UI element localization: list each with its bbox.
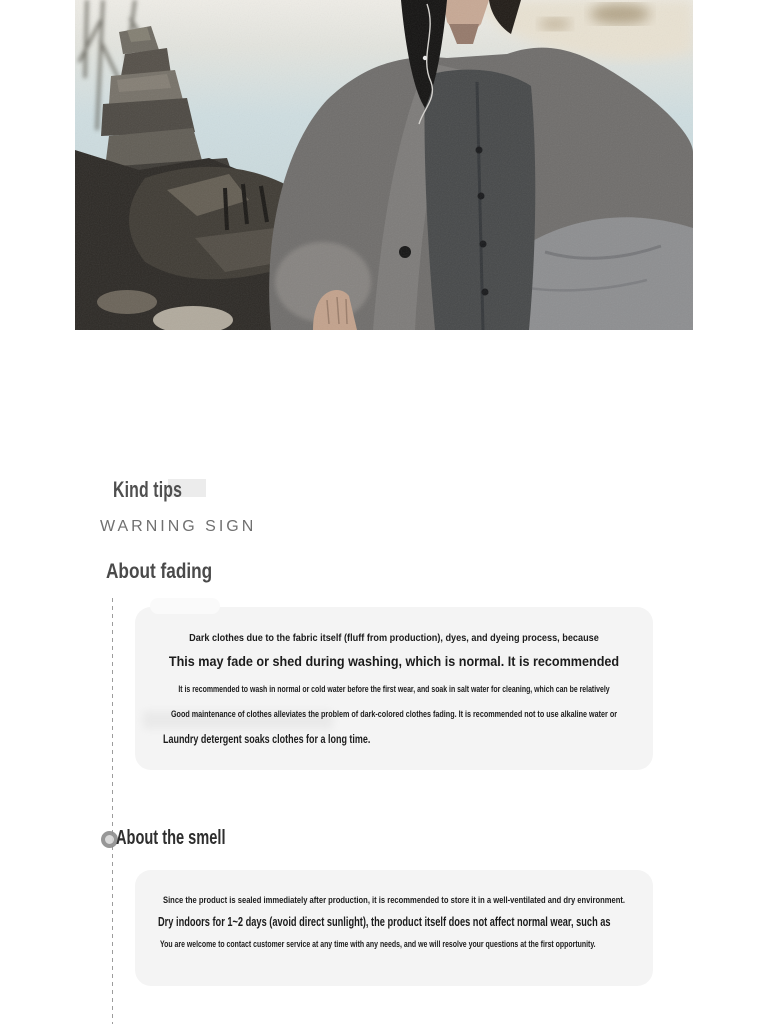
tip-line: Dry indoors for 1~2 days (avoid direct sunlight), the product itself does not affect normal wear, such as xyxy=(158,915,611,929)
tip-card-smell xyxy=(135,870,653,986)
photo-grain xyxy=(75,0,693,330)
tip-line: Since the product is sealed immediately after production, it is recommended to store it in a well-ventilated and dry environment. xyxy=(162,895,626,906)
model-photo xyxy=(75,0,693,330)
section-heading-smell: About the smell xyxy=(116,827,226,849)
tip-line: It is recommended to wash in normal or cold water before the first wear, and soak in salt water for cleaning, which can be relatively xyxy=(178,684,610,694)
tip-line: Laundry detergent soaks clothes for a long time. xyxy=(163,734,371,746)
timeline-dashed-line xyxy=(112,598,113,1024)
tip-card-fading xyxy=(135,607,653,770)
tip-line: Good maintenance of clothes alleviates the problem of dark-colored clothes fading. It is recommended not to use alkaline water or xyxy=(170,709,618,719)
card-ghost-pill xyxy=(150,598,220,614)
tip-line: Dark clothes due to the fabric itself (fluff from production), dyes, and dyeing process, because xyxy=(189,632,599,644)
page-title: Kind tips xyxy=(113,477,183,502)
tip-line: You are welcome to contact customer service at any time with any needs, and we will resolve your questions at the first opportunity. xyxy=(160,939,596,950)
warning-subtitle: WARNING SIGN xyxy=(100,518,257,535)
model-photo-illustration xyxy=(75,0,693,330)
tip-line: This may fade or shed during washing, which is normal. It is recommended xyxy=(168,653,620,669)
section-heading-fading: About fading xyxy=(106,560,213,583)
